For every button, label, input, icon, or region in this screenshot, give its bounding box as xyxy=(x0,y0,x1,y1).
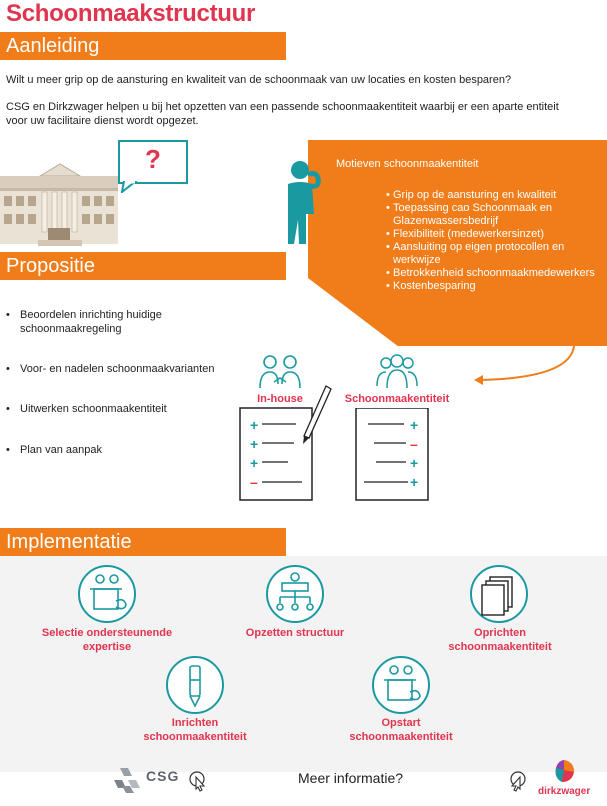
question-mark: ? xyxy=(145,144,161,174)
step-label: Selectie ondersteunende expertise xyxy=(41,627,173,653)
plus-mark: + xyxy=(250,417,259,433)
motieven-list xyxy=(386,189,598,293)
dirkzwager-logo-text: dirkzwager xyxy=(538,786,591,797)
org-chart-icon xyxy=(268,567,322,621)
motief-item: • Toepassing cao Schoonmaak en Glazenwassersbedrijf xyxy=(386,202,598,228)
motief-item: • Aansluiting op eigen protocollen en werkwijze xyxy=(386,241,598,267)
motief-item: • Betrokkenheid schoonmaakmedewerkers xyxy=(386,267,598,280)
in-house-marks xyxy=(250,416,258,492)
step-label: Oprichten schoonmaakentiteit xyxy=(448,627,552,653)
in-house-label: In-house xyxy=(257,393,303,405)
plus-mark: + xyxy=(250,455,259,471)
step-circle xyxy=(166,656,224,714)
curved-arrow-icon xyxy=(470,346,580,386)
dirkzwager-logo-icon xyxy=(552,758,576,784)
schoonmaakentiteit-marks xyxy=(410,416,418,492)
building-icon xyxy=(0,162,118,246)
cursor-click-icon[interactable] xyxy=(506,770,528,792)
section-header-aanleiding: Aanleiding xyxy=(0,32,286,60)
section-header-implementatie: Implementatie xyxy=(0,528,286,556)
motief-item: • Grip op de aansturing en kwaliteit xyxy=(386,189,598,202)
csg-logo-text: CSG xyxy=(146,768,180,784)
minus-mark: – xyxy=(250,474,258,490)
plus-mark: + xyxy=(410,455,419,471)
motief-item: • Flexibiliteit (medewerkersinzet) xyxy=(386,228,598,241)
section-header-propositie: Propositie xyxy=(0,252,286,280)
more-info-link[interactable]: Meer informatie? xyxy=(298,770,404,786)
step-label: Opzetten structuur xyxy=(245,627,345,639)
schoonmaakentiteit-label: Schoonmaakentiteit xyxy=(344,393,450,405)
speech-bubble-tail xyxy=(120,181,140,193)
propositie-item: • Beoordelen inrichting huidige schoonmaakregeling xyxy=(6,308,226,336)
step-circle xyxy=(78,565,136,623)
step-circle xyxy=(372,656,430,714)
documents-stack-icon xyxy=(472,567,526,621)
schoonmaakentiteit-checklist-icon xyxy=(354,408,432,504)
step-label: Opstart schoonmaakentiteit xyxy=(349,717,453,743)
step-label: Inrichten schoonmaakentiteit xyxy=(143,717,247,743)
intro-question: Wilt u meer grip op de aansturing en kwaliteit van de schoonmaak van uw locaties en kosten besparen? xyxy=(6,74,512,86)
propositie-item: • Plan van aanpak xyxy=(6,443,226,457)
plus-mark: + xyxy=(410,474,419,490)
intro-paragraph: CSG en Dirkzwager helpen u bij het opzetten van een passende schoonmaakentiteit waarbij er een aparte entiteit voor uw facilitaire dienst wordt opgezet. xyxy=(6,101,559,127)
motief-item: • Kostenbesparing xyxy=(386,280,598,293)
csg-logo-icon xyxy=(112,766,144,794)
startup-meeting-icon xyxy=(374,658,428,712)
propositie-item: • Voor- en nadelen schoonmaakvarianten xyxy=(6,362,226,376)
cursor-click-icon[interactable] xyxy=(188,770,210,792)
step-circle xyxy=(470,565,528,623)
plus-mark: + xyxy=(410,417,419,433)
pen-icon xyxy=(168,658,222,712)
thinking-person-icon xyxy=(280,158,330,246)
minus-mark: – xyxy=(410,436,418,452)
page-title: Schoonmaakstructuur xyxy=(6,0,256,27)
propositie-item: • Uitwerken schoonmaakentiteit xyxy=(6,402,226,416)
lectern-meeting-icon xyxy=(80,567,134,621)
speech-bubble xyxy=(118,140,188,184)
step-circle xyxy=(266,565,324,623)
team-group-icon xyxy=(374,352,420,390)
propositie-list xyxy=(6,308,226,457)
plus-mark: + xyxy=(250,436,259,452)
motieven-title: Motieven schoonmaakentiteit xyxy=(336,158,479,170)
